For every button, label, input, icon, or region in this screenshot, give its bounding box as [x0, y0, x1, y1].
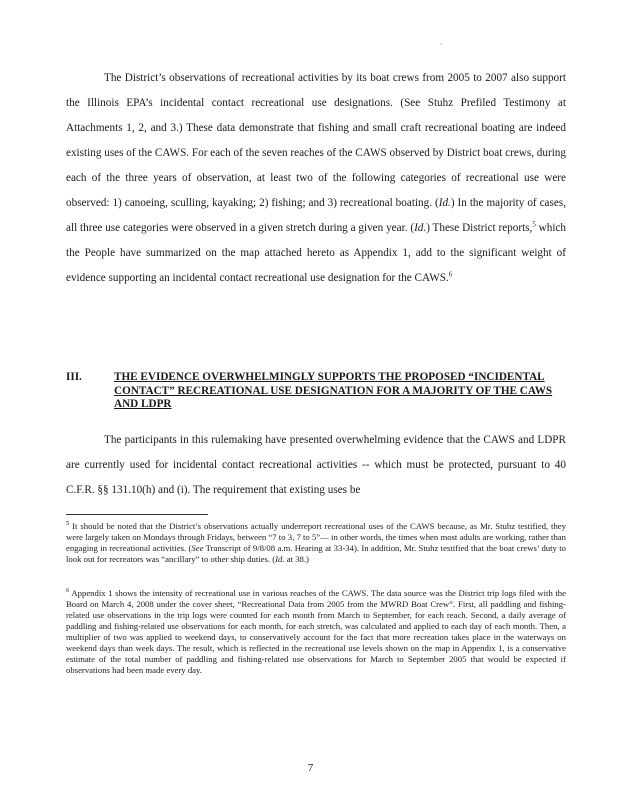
footnote-ref-6: 6: [448, 270, 453, 279]
footnote-separator: [66, 514, 208, 515]
section-title: THE EVIDENCE OVERWHELMINGLY SUPPORTS THE PROPOSED “INCIDENTAL CONTACT” RECREATIONAL USE DESIGNATION FOR A MAJORITY OF THE CAWS AND LDPR: [114, 371, 553, 410]
body-paragraph-1: [66, 66, 566, 291]
section-number: III.: [66, 371, 82, 383]
footnote-text: at 38.): [284, 554, 309, 564]
paragraph-text: ) In the majority of cases, all three use categories were observed in a given stretch during a given year. (: [66, 197, 566, 234]
body-paragraph-2: [66, 428, 566, 503]
paragraph-text: which the People have summarized on the map attached hereto as Appendix 1, add to the significant weight of evidence supporting an incidental contact recreational use designation for the CAWS.: [66, 222, 567, 284]
page-number: 7: [307, 762, 314, 774]
footnote-ref-5: 5: [532, 220, 536, 229]
citation-id: Id.: [275, 554, 285, 564]
footnote-number: 5: [66, 520, 70, 528]
paragraph-text: The District’s observations of recreational activities by its boat crews from 2005 to 2007 also support the Illinois EPA’s incidental contact recreational use designations. (See Stuhz Prefiled Testimony at Attachments 1, 2, and 3.) These data demonstrate that fishing and small craft recreational boating are indeed existing uses of the CAWS. For each of the seven reaches of the CAWS observed by District boat crews, during each of the three years of observation, at least two of the following categories of recreational use were observed: 1) canoeing, sculling, kayaking; 2) fishing; and 3) recreational boating. (: [66, 72, 566, 209]
paragraph-text: The participants in this rulemaking have presented overwhelming evidence that the CAWS and LDPR are currently used for incidental contact recreational activities -- which must be protected, pursuant to 40 C.F.R. §§ 131.10(h) and (i). The requirement that existing uses be: [66, 434, 566, 496]
footnote-number: 6: [66, 587, 70, 595]
footnote-text: Transcript of 9/8/08 a.m. Hearing at 33-34). In addition, Mr. Stuhz testified that the boat crews’ duty to look out for recreators was “ancillary” to other ship duties. (: [66, 543, 566, 564]
footnote-text: Appendix 1 shows the intensity of recreational use in various reaches of the CAWS. The data source was the District trip logs filed with the Board on March 4, 2008 under the cover sheet, “Recreational Data from 2005 from the MWRD Boat Crew”. First, all paddling and fishing-related use observations in the trip logs were counted for each month from March to September, for each reach. Second, a daily average of paddling and fishing-related use observations for each month, for each stretch, was calculated and applied to each day of each month. Then, a multiplier of two was applied to weekend days, to conservatively account for the fact that more recreation takes place in the waterways on weekend days than week days. The result, which is reflected in the recreational use levels shown on the map in Appendix 1, is a conservative estimate of the total number of paddling and fishing-related use observations for March to September 2005 that would be expected if observations had been made every day.: [66, 588, 566, 675]
paragraph-text: ) These District reports,: [426, 222, 533, 234]
footnote-text: It should be noted that the District’s observations actually underreport recreational uses of the CAWS because, as Mr. Stuhz testified, they were largely taken on Mondays through Fridays, between “7 to 3, 7 to 5”— in other words, the times when most adults are working, rather than engaging in recreational activities. (: [66, 521, 566, 553]
footnote-5: [66, 521, 566, 565]
scan-speck: `: [440, 42, 443, 51]
footnote-6: [66, 588, 566, 676]
citation-id: Id.: [438, 197, 451, 209]
citation-see: See: [191, 543, 204, 553]
citation-id: Id.: [414, 222, 427, 234]
